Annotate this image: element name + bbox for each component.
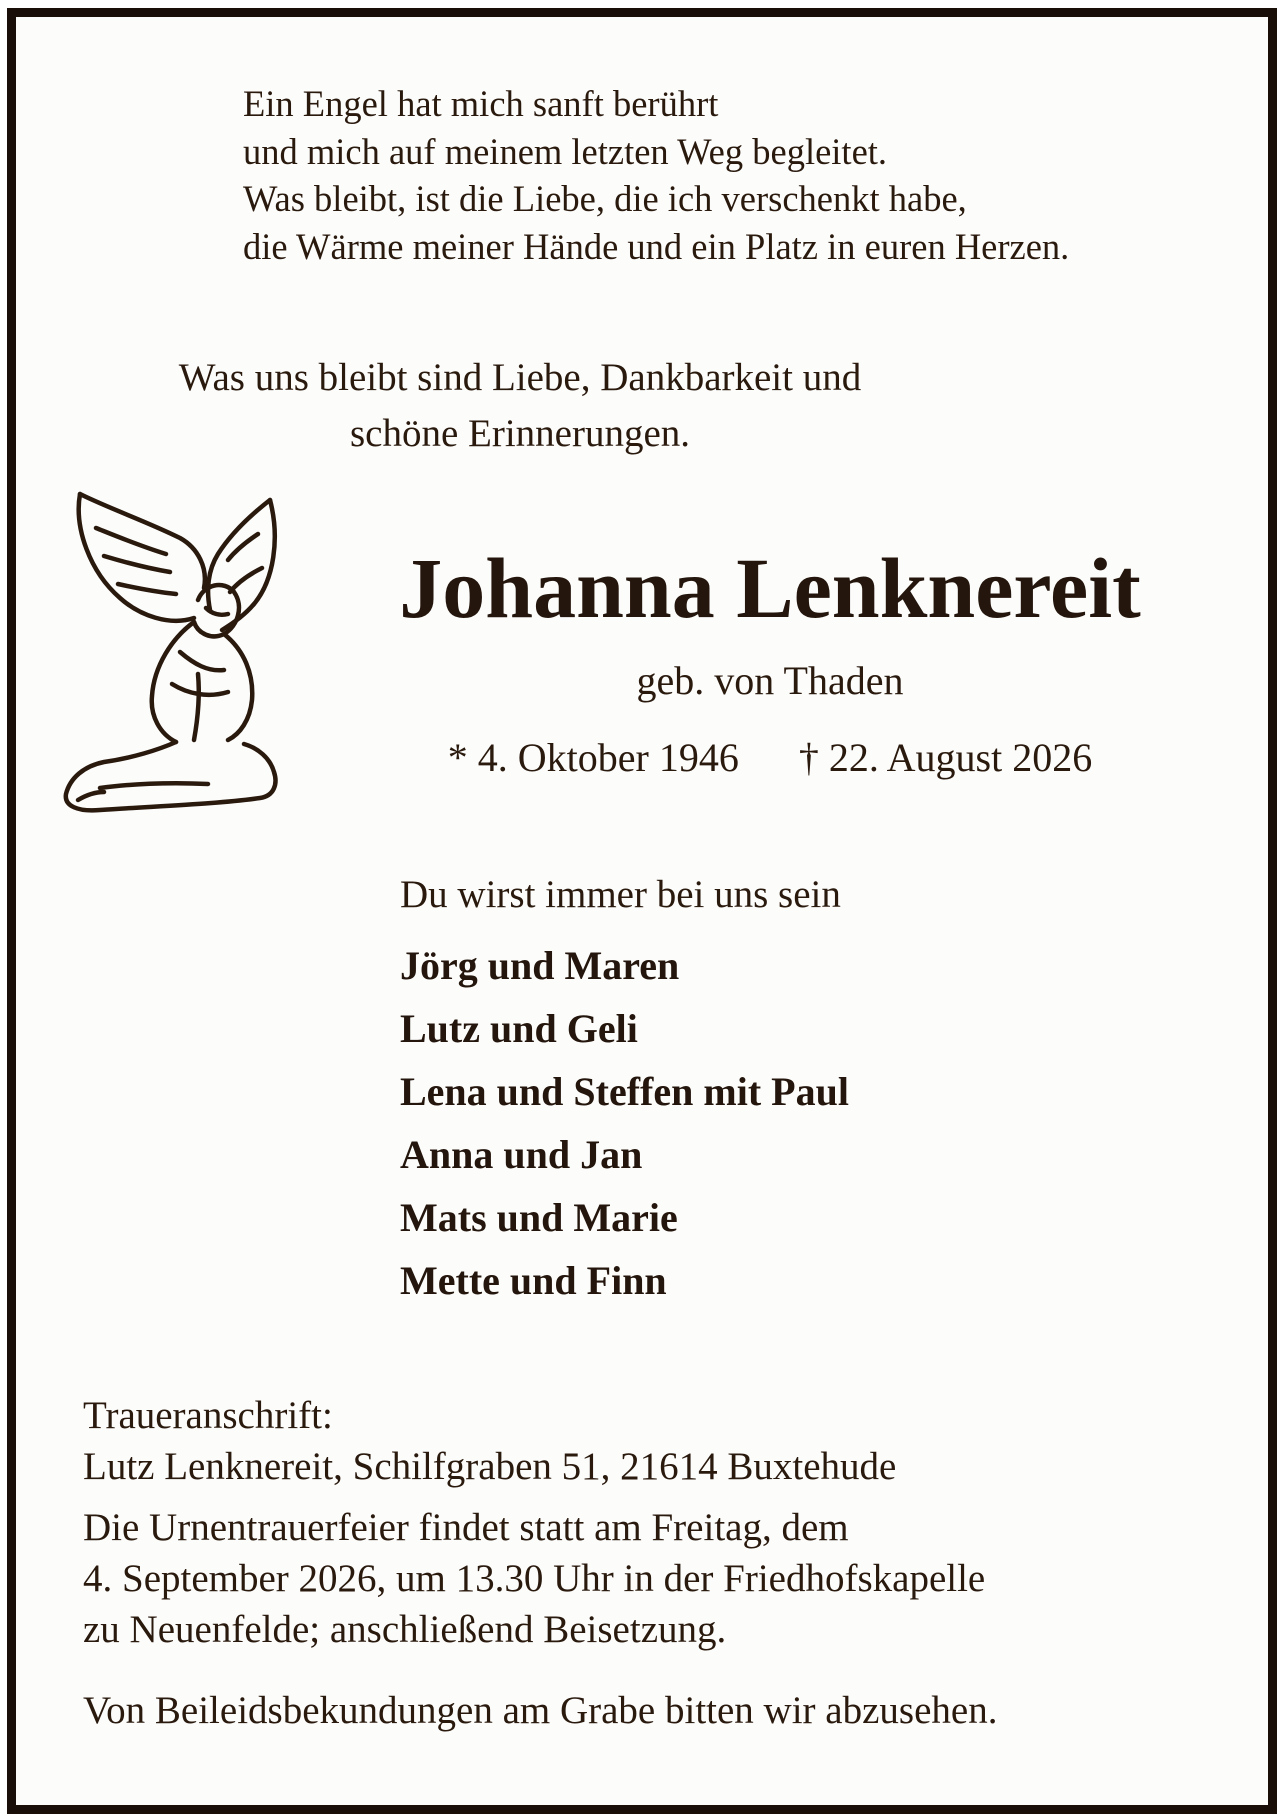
ceremony-info — [83, 1502, 985, 1655]
poem — [243, 80, 1069, 270]
mourners-list — [400, 934, 849, 1312]
mourner-item: Anna und Jan — [400, 1132, 643, 1177]
poem-line: und mich auf meinem letzten Weg begleitet. — [243, 130, 888, 172]
birth-date: * 4. Oktober 1946 — [447, 735, 739, 780]
poem-line: Ein Engel hat mich sanft berührt — [243, 83, 719, 124]
mourning-address — [83, 1390, 896, 1492]
mourner-item: Lutz und Geli — [400, 1006, 638, 1051]
mourner-item: Jörg und Maren — [400, 943, 680, 988]
address-value: Lutz Lenknereit, Schilfgraben 51, 21614 Buxtehude — [83, 1445, 897, 1488]
quote-line: Was uns bleibt sind Liebe, Dankbarkeit und — [178, 356, 862, 399]
death-date: † 22. August 2026 — [798, 735, 1093, 780]
deceased-name: Johanna Lenknereit — [399, 540, 1141, 636]
life-dates — [330, 733, 1210, 783]
quote — [150, 350, 890, 462]
address-label: Traueranschrift: — [83, 1394, 333, 1437]
poem-line: Was bleibt, ist die Liebe, die ich verschenkt habe, — [243, 178, 967, 219]
maiden-name: geb. von Thaden — [636, 658, 904, 703]
ceremony-line: 4. September 2026, um 13.30 Uhr in der Friedhofskapelle — [83, 1557, 986, 1600]
mourner-item: Mats und Marie — [400, 1195, 678, 1240]
mourner-item: Lena und Steffen mit Paul — [400, 1069, 849, 1114]
family-intro: Du wirst immer bei uns sein — [400, 873, 841, 916]
quote-line: schöne Erinnerungen. — [349, 412, 691, 455]
condolence-note: Von Beileidsbekundungen am Grabe bitten wir abzusehen. — [83, 1689, 998, 1732]
ceremony-line: zu Neuenfelde; anschließend Beisetzung. — [83, 1608, 727, 1651]
ceremony-line: Die Urnentrauerfeier findet statt am Freitag, dem — [83, 1506, 849, 1549]
mourner-item: Mette und Finn — [400, 1258, 667, 1303]
poem-line: die Wärme meiner Hände und ein Platz in euren Herzen. — [243, 225, 1070, 267]
angel-icon — [48, 488, 288, 818]
